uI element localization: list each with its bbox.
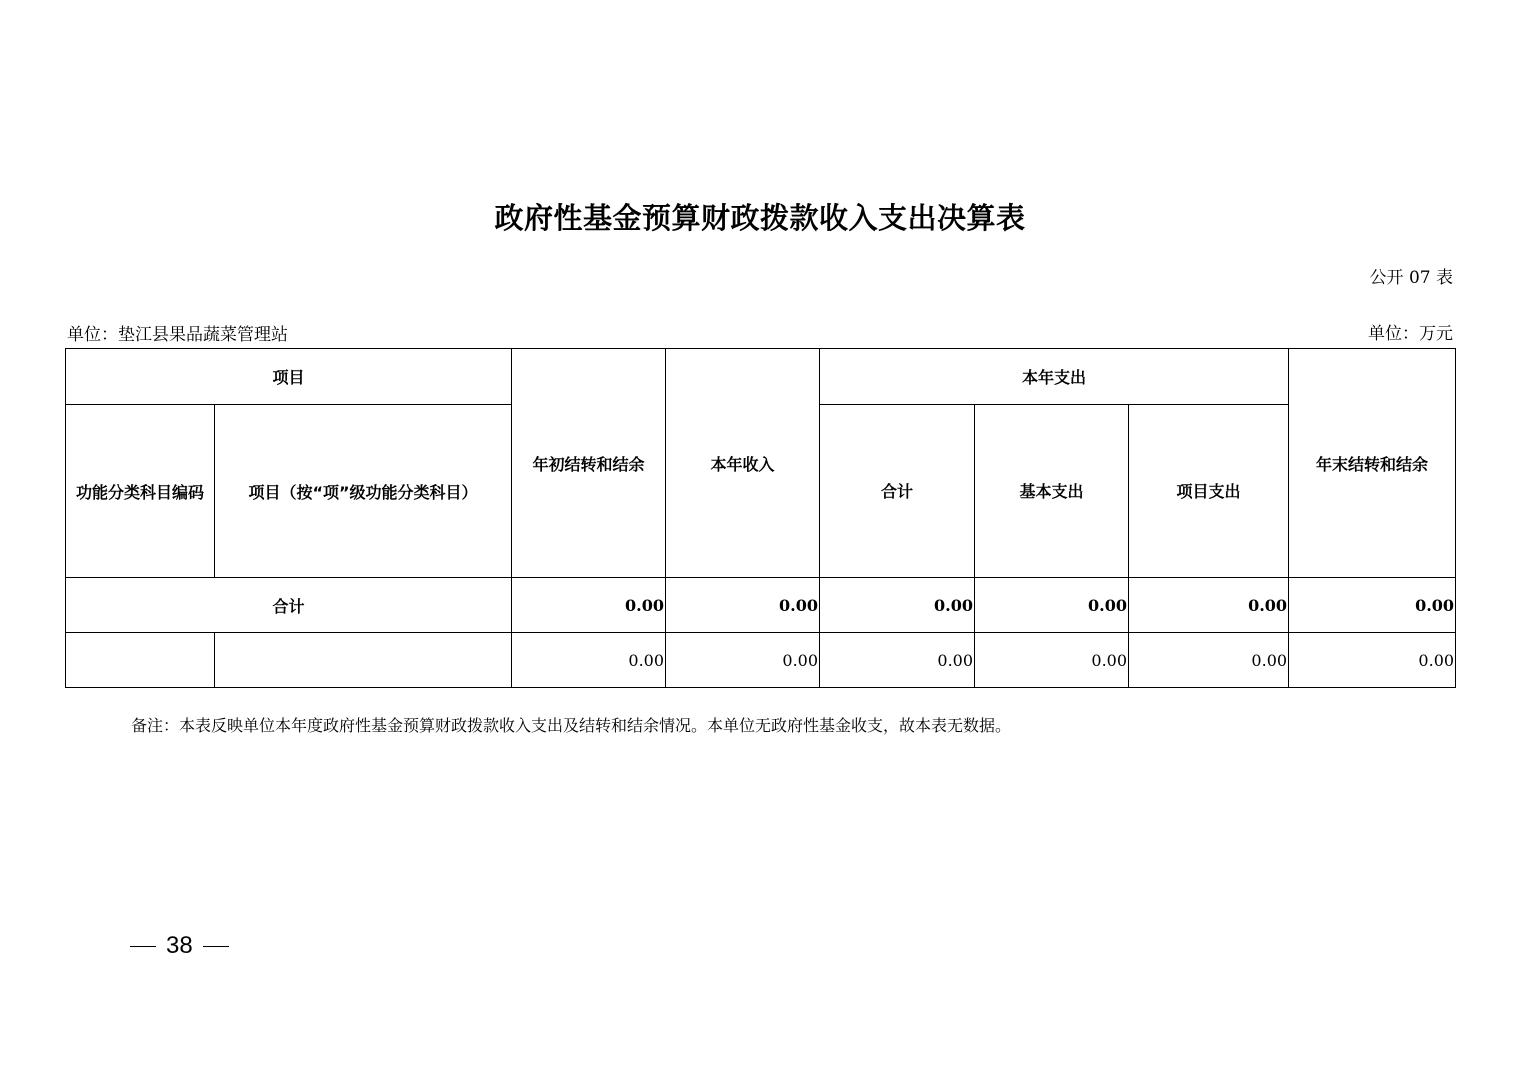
- row-expense-total: 0.00: [820, 633, 975, 688]
- page-number-right-dash: [203, 946, 229, 947]
- page-title: 政府性基金预算财政拨款收入支出决算表: [494, 201, 1026, 235]
- total-income: 0.00: [666, 578, 820, 633]
- header-expense-total: 合计: [820, 405, 975, 578]
- header-code: 功能分类科目编码: [66, 405, 215, 578]
- row-project-expense: 0.00: [1129, 633, 1289, 688]
- total-ending-balance: 0.00: [1289, 578, 1456, 633]
- total-label: 合计: [66, 578, 512, 633]
- header-basic-expense: 基本支出: [975, 405, 1129, 578]
- table-row: [66, 633, 1456, 688]
- header-project-group: 项目: [66, 349, 512, 405]
- page-number: [130, 932, 229, 960]
- page-number-left-dash: [130, 946, 156, 947]
- row-income: 0.00: [666, 633, 820, 688]
- header-income: 本年收入: [666, 349, 820, 578]
- row-name: [215, 633, 512, 688]
- total-beginning-balance: 0.00: [512, 578, 666, 633]
- total-row: [66, 578, 1456, 633]
- unit-organization: 单位：垫江县果品蔬菜管理站: [67, 325, 288, 345]
- table-note: 备注：本表反映单位本年度政府性基金预算财政拨款收入支出及结转和结余情况。本单位无政府性基金收支，故本表无数据。: [131, 716, 1012, 735]
- total-project-expense: 0.00: [1129, 578, 1289, 633]
- fund-budget-table: [65, 348, 1456, 688]
- header-project-expense: 项目支出: [1129, 405, 1289, 578]
- form-code: 公开 07 表: [1369, 268, 1453, 288]
- total-basic-expense: 0.00: [975, 578, 1129, 633]
- header-expense-group: 本年支出: [820, 349, 1289, 405]
- row-basic-expense: 0.00: [975, 633, 1129, 688]
- unit-currency: 单位：万元: [1368, 324, 1453, 344]
- header-beginning-balance: 年初结转和结余: [512, 349, 666, 578]
- header-ending-balance: 年末结转和结余: [1289, 349, 1456, 578]
- total-expense-total: 0.00: [820, 578, 975, 633]
- row-ending-balance: 0.00: [1289, 633, 1456, 688]
- row-beginning-balance: 0.00: [512, 633, 666, 688]
- row-code: [66, 633, 215, 688]
- header-project-name: 项目（按“项”级功能分类科目）: [215, 405, 512, 578]
- page-number-value: 38: [166, 932, 193, 959]
